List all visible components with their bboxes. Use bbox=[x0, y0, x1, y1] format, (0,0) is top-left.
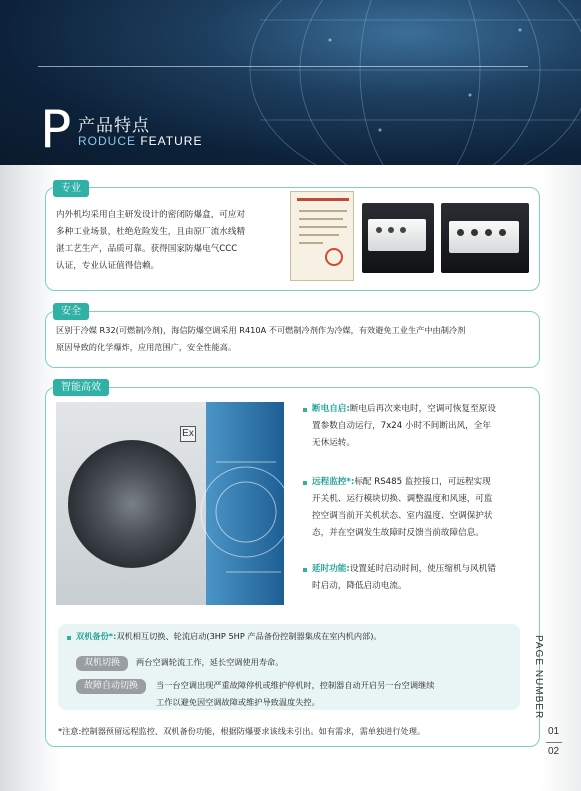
feature-line: 置参数自动运行，7x24 小时不间断出风，全年 bbox=[312, 421, 491, 431]
auto-failover-text bbox=[156, 677, 518, 711]
ex-badge: Ex bbox=[180, 426, 196, 442]
feature-line: 控空调当前开关机状态、室内温度、空调保护状 bbox=[312, 511, 493, 521]
page-title: 产品特点 bbox=[78, 116, 150, 136]
feature-power-restart bbox=[312, 401, 534, 452]
tag-smart: 智能高效 bbox=[53, 379, 109, 396]
professional-line: 多种工业场景，杜绝危险发生，且由原厂流水线精 bbox=[56, 227, 246, 237]
feature-line: 开关机、运行模块切换、调整温度和风速，可监 bbox=[312, 494, 493, 504]
bullet-icon bbox=[67, 636, 71, 640]
feature-line: 设置延时启动时间，使压缩机与风机错 bbox=[349, 564, 496, 574]
ccc-certificate-image bbox=[290, 191, 354, 281]
feature-line: 无休运转。 bbox=[312, 438, 355, 448]
professional-line: 内外机均采用自主研发设计的密闭防爆盒，可应对 bbox=[56, 210, 246, 220]
safety-line: 区别于冷媒 R32(可燃制冷剂)，海信防爆空调采用 R410A 不可燃制冷剂作为冷媒，有效避免工业生产中由制冷剂 bbox=[56, 325, 466, 335]
hero-banner bbox=[0, 0, 581, 165]
bullet-icon bbox=[303, 481, 307, 485]
pill-dual-switch: 双机切换 bbox=[76, 656, 128, 671]
bullet-icon bbox=[303, 568, 307, 572]
title-initial: P bbox=[40, 100, 72, 160]
professional-line: 湛工艺生产，品质可靠。获得国家防爆电气CCC bbox=[56, 244, 238, 254]
feature-key: 远程监控*: bbox=[312, 477, 355, 487]
dual-backup-heading bbox=[76, 628, 516, 645]
auto-failover-line: 工作以避免因空调故障或维护导致温度失控。 bbox=[156, 697, 320, 707]
dual-switch-text: 两台空调轮流工作，延长空调使用寿命。 bbox=[136, 657, 284, 667]
feature-line: 断电后再次来电时，空调可恢复至原设 bbox=[349, 404, 496, 414]
tag-professional: 专业 bbox=[53, 180, 89, 197]
hero-divider bbox=[38, 66, 528, 67]
ac-unit-image bbox=[56, 402, 284, 605]
page-number-label: PAGE NUMBER bbox=[533, 635, 544, 720]
explosion-proof-box-photo-2 bbox=[441, 203, 529, 273]
page-number-divider bbox=[546, 742, 562, 743]
auto-failover-line: 当一台空调出现严重故障停机或维护停机时，控制器自动开启另一台空调继续 bbox=[156, 680, 435, 690]
feature-line: 标配 RS485 监控接口，可远程实现 bbox=[354, 477, 491, 487]
dual-backup-text: 双机相互切换、轮流启动(3HP 5HP 产品备份控制器集成在室内机内部)。 bbox=[116, 631, 382, 641]
subtitle-rest: FEATURE bbox=[136, 134, 203, 148]
feature-key: 断电自启: bbox=[312, 404, 350, 414]
tag-safety: 安全 bbox=[53, 303, 89, 320]
feature-key: 双机备份*: bbox=[76, 631, 117, 641]
professional-text bbox=[56, 207, 286, 275]
feature-key: 延时功能: bbox=[312, 564, 350, 574]
feature-delay-start bbox=[312, 561, 534, 595]
subtitle-accent: RODUCE bbox=[78, 134, 137, 148]
pill-auto-failover: 故障自动切换 bbox=[76, 679, 146, 694]
professional-line: 认证，专业认证值得信赖。 bbox=[56, 261, 160, 271]
feature-line: 时启动，降低启动电流。 bbox=[312, 581, 407, 591]
bullet-icon bbox=[303, 408, 307, 412]
page-number-b: 02 bbox=[548, 746, 560, 757]
feature-line: 态，并在空调发生故障时反馈当前故障信息。 bbox=[312, 528, 484, 538]
feature-remote-monitoring bbox=[312, 474, 534, 542]
safety-text bbox=[56, 322, 536, 356]
safety-line: 原因导致的化学爆炸，应用范围广，安全性能高。 bbox=[56, 342, 237, 352]
page-subtitle bbox=[78, 134, 202, 148]
explosion-proof-box-photo-1 bbox=[362, 203, 434, 273]
footnote: *注意:控制器预留远程监控、双机备份功能，根据防爆要求该线未引出。如有需求，需单独进行处理。 bbox=[58, 726, 426, 736]
page-number-a: 01 bbox=[548, 726, 560, 737]
